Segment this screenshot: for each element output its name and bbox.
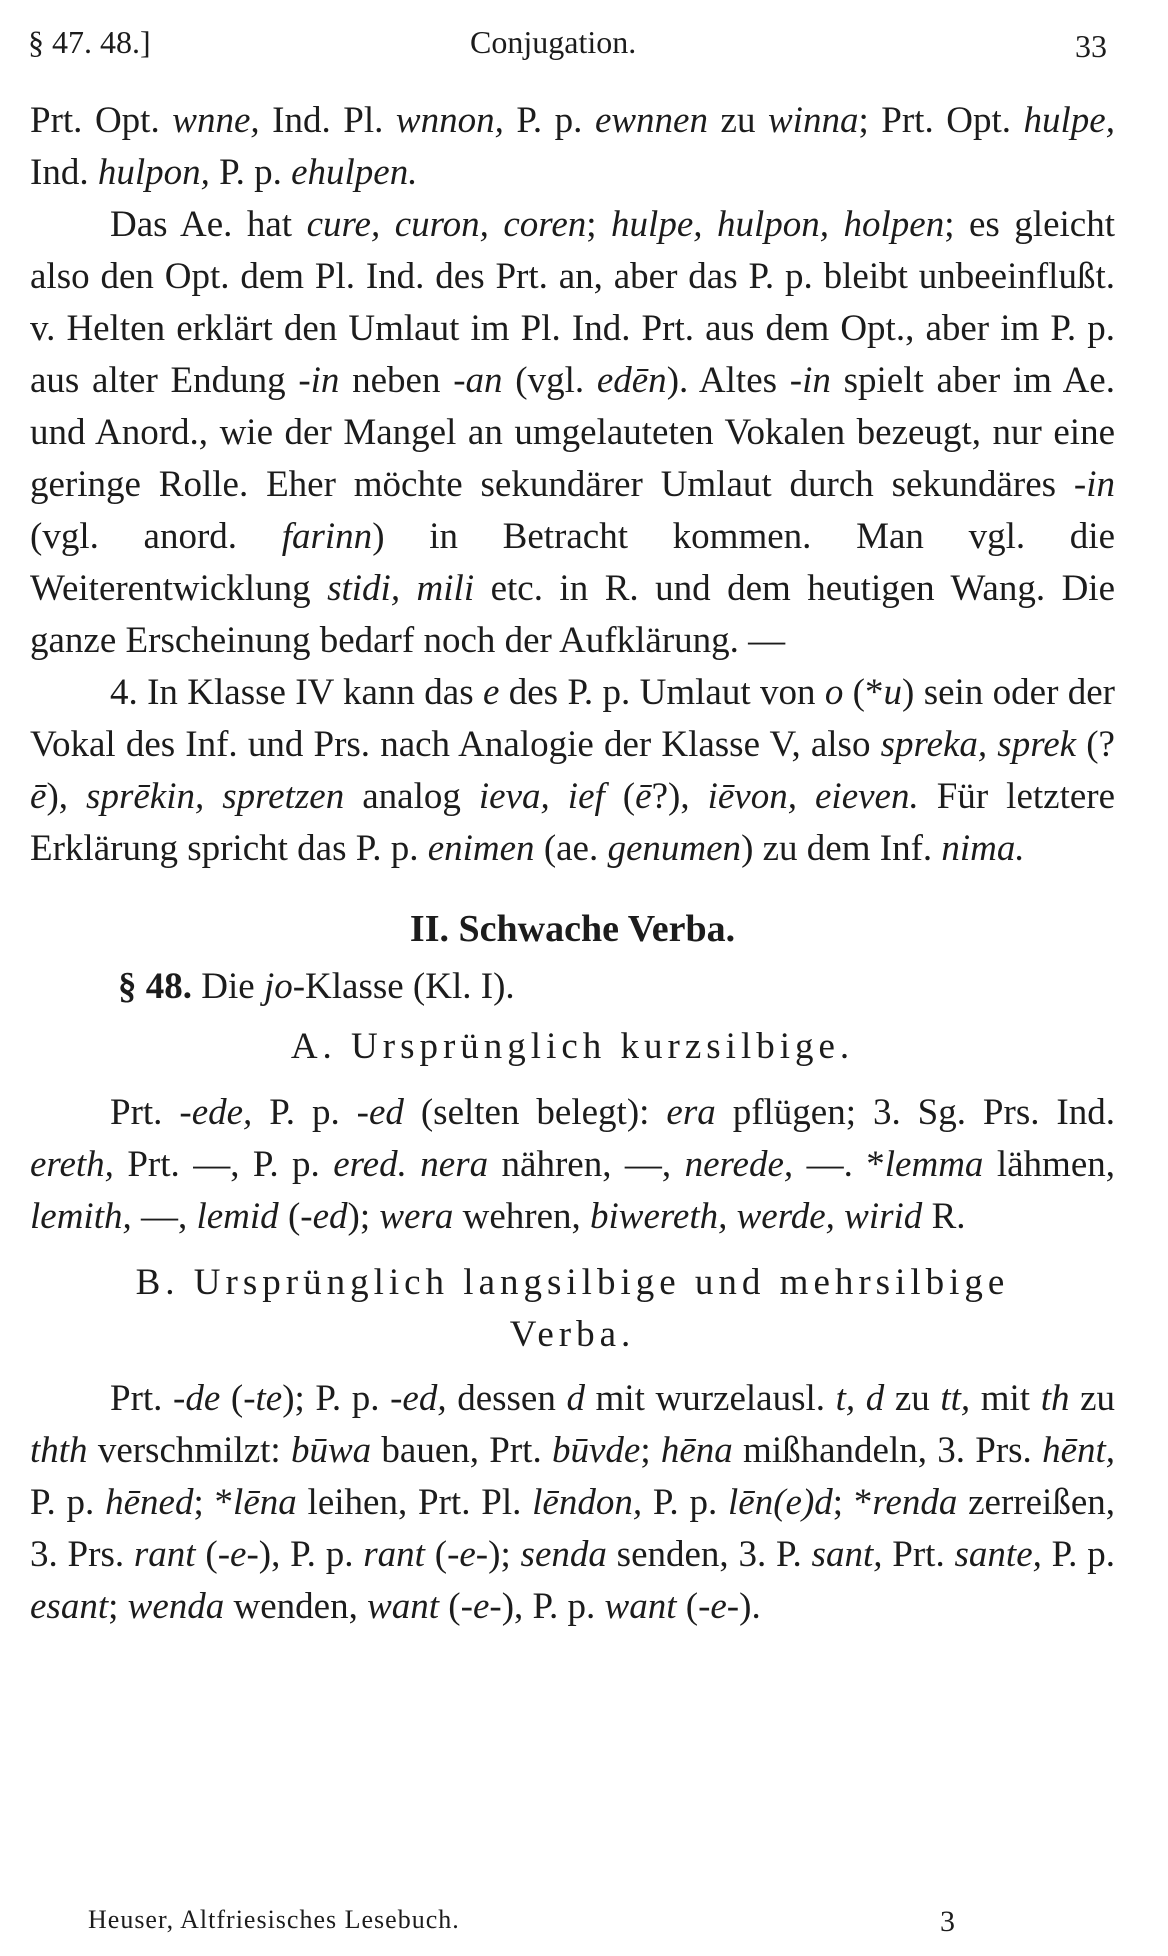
paragraph-2: Das Ae. hat cure, curon, coren; hulpe, hulpon, holpen; es gleicht also den Opt. dem Pl. Ind. des Prt. an, aber das P. p. bleibt unbeeinflußt. v. Helten erklärt den Umlaut im Pl. Ind. Prt. aus dem Opt., aber im P. p. aus alter Endung -in neben -an (vgl. edēn). Altes -in spielt aber im Ae. und Anord., wie der Mangel an umgelauteten Vokalen bezeugt, nur eine geringe Rolle. Eher möchte sekundärer Umlaut durch sekundäres -in (vgl. anord. farinn) in Betracht kommen. Man vgl. die Weiterentwicklung stidi, mili etc. in R. und dem heutigen Wang. Die ganze Erscheinung bedarf noch der Aufklärung. —: [30, 204, 1115, 661]
paragraph-a: Prt. -ede, P. p. -ed (selten belegt): era pflügen; 3. Sg. Prs. Ind. ereth, Prt. —, P. p. ered. nera nähren, —, nerede, —. *lemma lähmen, lemith, —, lemid (-ed); wera wehren, biwereth, werde, wirid R.: [30, 1092, 1116, 1237]
subheading-a: A. Ursprünglich kurzsilbige.: [290, 1026, 855, 1067]
book-signature: Heuser, Altfriesisches Lesebuch.: [88, 1905, 460, 1934]
chapter-title: Conjugation.: [470, 24, 637, 60]
paragraph-b: Prt. -de (-te); P. p. -ed, dessen d mit wurzelausl. t, d zu tt, mit th zu thth verschmilzt: būwa bauen, Prt. būvde; hēna mißhandeln, 3. Prs. hēnt, P. p. hēned; *lēna leihen, Prt. Pl. lēndon, P. p. lēn(e)d; *renda zerreißen, 3. Prs. rant (-e-), P. p. rant (-e-); senda senden, 3. P. sant, Prt. sante, P. p. esant; wenda wenden, want (-e-), P. p. want (-e-).: [30, 1378, 1116, 1627]
paragraph-3: 4. In Klasse IV kann das e des P. p. Umlaut von o (*u) sein oder der Vokal des Inf. und Prs. nach Analogie der Klasse V, also spreka, sprek (? ē), sprēkin, spretzen analog ieva, ief (ē?), iēvon, eieven. Für letztere Erklärung spricht das P. p. enimen (ae. genumen) zu dem Inf. nima.: [30, 672, 1116, 869]
signature-number: 3: [940, 1905, 955, 1938]
running-header: [0, 14, 1168, 74]
footer: [0, 1905, 1168, 1945]
page-body: [30, 95, 1115, 1633]
page-number: 33: [1075, 28, 1107, 64]
section-ref: § 47. 48.]: [28, 24, 151, 60]
paragraph-1: Prt. Opt. wnne, Ind. Pl. wnnon, P. p. ewnnen zu winna; Prt. Opt. hulpe, Ind. hulpon, P. p. ehulpen.: [30, 100, 1115, 193]
subheading-b: B. Ursprünglich langsilbige und mehrsilbige Verba.: [135, 1262, 1010, 1355]
paragraph-heading-48: § 48. Die jo-Klasse (Kl. I).: [118, 966, 515, 1007]
section-heading: II. Schwache Verba.: [409, 908, 736, 950]
